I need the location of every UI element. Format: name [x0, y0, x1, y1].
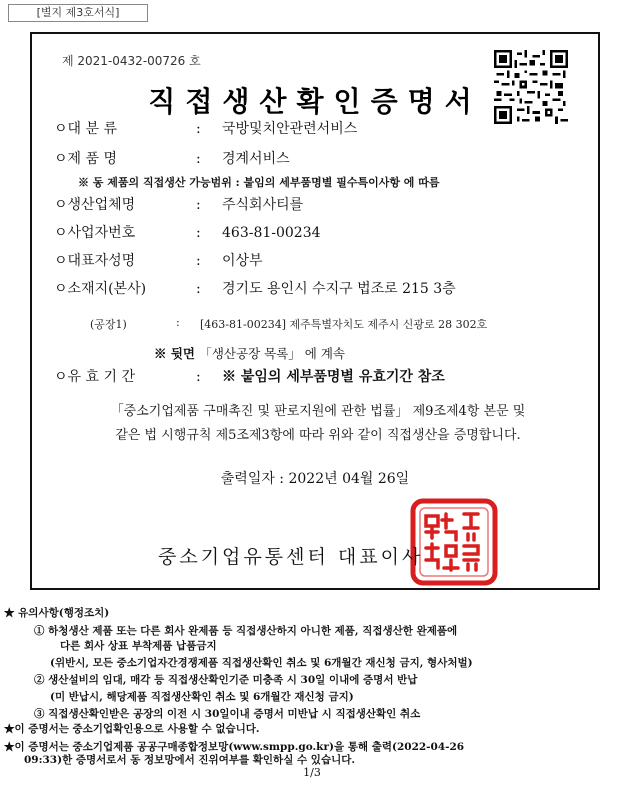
- notice-line: [34, 624, 616, 638]
- row-business-number-label: ㅇ사업자번호: [54, 225, 136, 241]
- notice-line-text: ★이 증명서는 중소기업확인용으로 사용할 수 없습니다.: [4, 723, 260, 735]
- row-product-name-value: 경계서비스: [222, 151, 290, 167]
- row-category-value: 국방및치안관련서비스: [222, 121, 358, 137]
- notice-line-text: ① 하청생산 제품 또는 다른 회사 완제품 등 직접생산하지 아니한 제품, 직접생산한 완제품에: [34, 625, 458, 637]
- row-business-number-colon: :: [196, 225, 201, 241]
- notice-line: [24, 753, 616, 767]
- notice-line-text: ★이 증명서는 중소기업제품 공공구매종합정보망(www.smpp.go.kr)을 통해 출력(2022-04-26: [4, 741, 465, 753]
- row-company-name-label: ㅇ생산업체명: [54, 197, 136, 213]
- row-business-number-value: 463-81-00234: [222, 225, 321, 241]
- row-representative-value: 이상부: [222, 253, 263, 269]
- notice-line: [4, 722, 616, 736]
- continued-note: [154, 344, 345, 362]
- certificate-frame: [30, 32, 600, 590]
- row-company-name-value: 주식회사티를: [222, 197, 304, 213]
- row-category-colon: :: [196, 121, 201, 137]
- factory-colon: :: [176, 316, 180, 329]
- notice-line-text: ② 생산설비의 임대, 매각 등 직접생산확인기준 미충족 시 30일 이내에 증명서 반납: [34, 674, 418, 686]
- notice-line-text: 09:33)한 증명서로서 동 정보망에서 진위여부를 확인하실 수 있습니다.: [24, 754, 356, 766]
- row-validity-label: ㅇ유 효 기 간: [54, 369, 135, 385]
- document-title: 직접생산확인증명서: [148, 85, 482, 118]
- form-number-tag: [별지 제3호서식]: [8, 4, 148, 22]
- notice-line: [4, 740, 616, 754]
- row-representative-label: ㅇ대표자성명: [54, 253, 136, 269]
- row-address-value: 경기도 용인시 수지구 법조로 215 3층: [222, 281, 456, 297]
- notice-line: [34, 707, 616, 721]
- notice-heading-text: ★ 유의사항(행정조치): [4, 607, 110, 619]
- certificate-number: 제 2021-0432-00726 호: [62, 54, 201, 68]
- continued-prefix: ※ 뒷면: [154, 346, 200, 361]
- page-number: 1/3: [303, 766, 321, 779]
- factory-value: [463-81-00234] 제주특별자치도 제주시 신광로 28 302호: [200, 318, 488, 331]
- statement-line-1: 「중소기업제품 구매촉진 및 판로지원에 관한 법률」 제9조제4항 본문 및: [110, 404, 526, 419]
- notice-line-text: 다른 회사 상표 부착제품 납품금지: [60, 640, 217, 652]
- row-company-name-colon: :: [196, 197, 201, 213]
- notice-line-text: (위반시, 모든 중소기업자간경쟁제품 직접생산확인 취소 및 6개월간 재신청 금지, 형사처벌): [50, 657, 473, 669]
- statement-line-2: 같은 법 시행규칙 제5조제3항에 따라 위와 같이 직접생산을 증명합니다.: [115, 428, 521, 443]
- notice-line: [50, 656, 616, 670]
- continued-text: 「생산공장 목록」: [199, 346, 301, 361]
- continued-suffix: 에 계속: [300, 346, 345, 361]
- row-validity-value: ※ 붙임의 세부품명별 유효기간 참조: [222, 369, 445, 385]
- notice-line: [60, 639, 616, 653]
- print-date: 출력일자 : 2022년 04월 26일: [220, 471, 410, 487]
- row-validity-colon: :: [196, 369, 201, 385]
- row-address-colon: :: [196, 281, 201, 297]
- notice-line-text: (미 반납시, 해당제품 직접생산확인 취소 및 6개월간 재신청 금지): [50, 691, 354, 703]
- notice-line-text: ③ 직접생산확인받은 공장의 이전 시 30일이내 증명서 미반납 시 직접생산확인 취소: [34, 708, 421, 720]
- row-category-label: ㅇ대 분 류: [54, 121, 117, 137]
- notice-line: [50, 690, 616, 704]
- row-product-name-colon: :: [196, 151, 201, 167]
- scope-note: ※ 동 제품의 직접생산 가능범위 : 붙임의 세부품명별 필수특이사항 에 따름: [78, 176, 440, 189]
- notice-line: [34, 673, 616, 687]
- factory-label: (공장1): [90, 318, 127, 331]
- row-address-label: ㅇ소재지(본사): [54, 281, 147, 297]
- issuer-name: 중소기업유통센터 대표이사: [158, 546, 424, 568]
- notice-heading: [4, 606, 616, 620]
- row-representative-colon: :: [196, 253, 201, 269]
- row-product-name-label: ㅇ제 품 명: [54, 151, 117, 167]
